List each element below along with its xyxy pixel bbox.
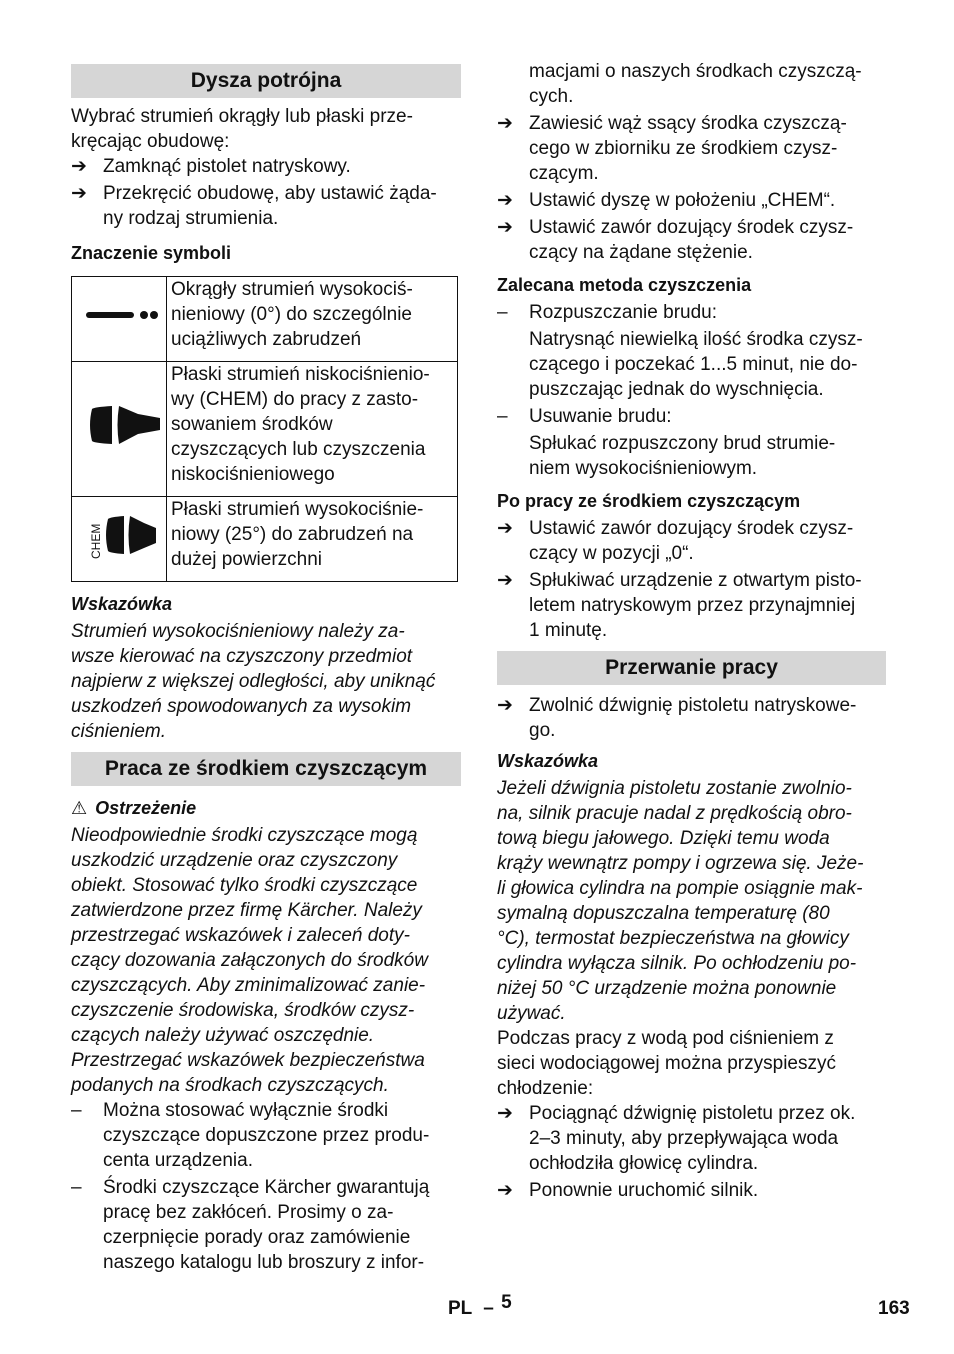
arrow-icon: ➔ <box>497 113 513 134</box>
text-line: czący na żądane stężenie. <box>529 242 753 263</box>
text-line: wsze kierować na czyszczony przedmiot <box>71 646 413 667</box>
text-line: ciśnieniem. <box>71 721 167 742</box>
text-line: uszkodzić urządzenie oraz czyszczony <box>71 850 398 871</box>
section-heading-detergent: Praca ze środkiem czyszczącym <box>71 752 461 786</box>
text-line: Zawiesić wąż ssący środka czyszczą- <box>529 113 847 134</box>
instruction-step <box>497 693 886 743</box>
section-heading-break: Przerwanie pracy <box>497 651 886 685</box>
text-line: czącym. <box>529 163 599 184</box>
text-line: cych. <box>529 86 574 107</box>
paragraph <box>497 1026 886 1101</box>
text-line: niowy (25°) do zabrudzeń na <box>171 524 414 545</box>
text-line: niżej 50 °C urządzenie można ponownie <box>497 978 837 999</box>
instruction-step <box>497 516 886 566</box>
text-line: obiekt. Stosować tylko środki czyszczące <box>71 875 418 896</box>
text-line: czyszczących. Aby zminimalizować zanie- <box>71 975 426 996</box>
text-line: cylindra wyłącza silnik. Po ochłodzeniu po- <box>497 953 857 974</box>
section-page-number: 5 <box>501 1292 512 1313</box>
flat-jet-chem-icon <box>72 497 167 582</box>
round-jet-icon <box>72 277 167 362</box>
text-line: symalną dopuszczalna temperaturę (80 <box>497 903 830 924</box>
text-line: czerpnięcie porady oraz zamówienie <box>103 1227 411 1248</box>
text-line: uszkodzeń spowodowanych za wysokim <box>71 696 412 717</box>
text-line: czący w pozycji „0“. <box>529 543 694 564</box>
text-line: kręcając obudowę: <box>71 131 230 152</box>
instruction-step <box>497 215 886 265</box>
text-line: sieci wodociągowej można przyspieszyć <box>497 1053 836 1074</box>
dash-marker: – <box>497 406 508 427</box>
text-line: Spłukać rozpuszczony brud strumie- <box>529 433 836 454</box>
symbol-description <box>167 362 458 497</box>
text-line: Nieodpowiednie środki czyszczące mogą <box>71 825 418 846</box>
text-line: Natrysnąć niewielką ilość środka czysz- <box>529 329 863 350</box>
table-row <box>72 362 458 497</box>
text-line: centa urządzenia. <box>103 1150 253 1171</box>
text-line: dużej powierzchni <box>171 549 323 570</box>
text-line: Płaski strumień niskociśnienio- <box>171 364 430 385</box>
language-code: PL <box>448 1298 472 1319</box>
text-line: czących należy używać oszczędnie. <box>71 1025 375 1046</box>
symbol-table <box>71 276 458 582</box>
arrow-icon: ➔ <box>497 1103 513 1124</box>
text-line: Przestrzegać wskazówek bezpieczeństwa <box>71 1050 425 1071</box>
text-line: Wybrać strumień okrągły lub płaski prze- <box>71 106 413 127</box>
text-line: krąży wewnątrz pompy i ogrzewa się. Jeże- <box>497 853 864 874</box>
text-line: niem wysokociśnieniowym. <box>529 458 758 479</box>
text-line: podanych na środkach czyszczących. <box>71 1075 389 1096</box>
text-line: Środki czyszczące Kärcher gwarantują <box>103 1177 430 1198</box>
text-line: Spłukiwać urządzenie z otwartym pisto- <box>529 570 862 591</box>
method-label: Rozpuszczanie brudu: <box>529 302 717 323</box>
footer-dash: – <box>483 1298 494 1319</box>
arrow-icon: ➔ <box>71 183 87 204</box>
method-label: Usuwanie brudu: <box>529 406 672 427</box>
dash-marker: – <box>71 1100 82 1121</box>
text-line: °C), termostat bezpieczeństwa na głowicy <box>497 928 849 949</box>
text-line: Okrągły strumień wysokociś- <box>171 279 413 300</box>
text-line: przestrzegać wskazówek i zaleceń doty- <box>71 925 410 946</box>
warning-text <box>71 823 461 1098</box>
text-line: tową biegu jałowego. Dzięki temu woda <box>497 828 830 849</box>
note-title: Wskazówka <box>71 594 173 614</box>
text-line: cego w zbiorniku ze środkiem czysz- <box>529 138 838 159</box>
text-line: Ustawić zawór dozujący środek czysz- <box>529 518 854 539</box>
page-number: 163 <box>878 1298 910 1319</box>
arrow-icon: ➔ <box>497 1180 513 1201</box>
text-line: sowaniem środków <box>171 414 333 435</box>
table-row <box>72 497 458 582</box>
text-line: Płaski strumień wysokociśnie- <box>171 499 424 520</box>
dash-list-item <box>71 1175 461 1275</box>
dash-list-item <box>71 1098 461 1173</box>
arrow-icon: ➔ <box>497 190 513 211</box>
instruction-step <box>497 111 886 186</box>
symbol-description <box>167 497 458 582</box>
text-line: 1 minutę. <box>529 620 608 641</box>
symbol-description <box>167 277 458 362</box>
arrow-icon: ➔ <box>497 570 513 591</box>
flat-jet-low-icon <box>72 362 167 497</box>
text-line: nieniowy (0°) do szczególnie <box>171 304 412 325</box>
text-line: czyszczenie środowiska, środków czysz- <box>71 1000 415 1021</box>
text-line: wy (CHEM) do pracy z zasto- <box>171 389 419 410</box>
section-heading-triple-nozzle: Dysza potrójna <box>71 64 461 98</box>
text-line: Pociągnąć dźwignię pistoletu przez ok. <box>529 1103 856 1124</box>
text-line: Można stosować wyłącznie środki <box>103 1100 389 1121</box>
text-line: ny rodzaj strumienia. <box>103 208 279 229</box>
right-column <box>497 59 886 1203</box>
text-line: na, silnik pracuje nadal z prędkością obro- <box>497 803 852 824</box>
chem-label: CHEM <box>89 523 103 559</box>
note-text <box>71 619 461 744</box>
footer-language <box>448 1292 512 1321</box>
warning-title-row <box>71 796 461 821</box>
text-line: Ustawić zawór dozujący środek czysz- <box>529 217 854 238</box>
instruction-step <box>497 1101 886 1176</box>
text-line: li głowica cylindra na pompie osiągnie mak- <box>497 878 863 899</box>
text-line: czyszczących lub czyszczenia <box>171 439 426 460</box>
left-column <box>71 64 461 1275</box>
method-text <box>497 327 886 402</box>
text-line: letem natryskowym przez przynajmniej <box>529 595 856 616</box>
arrow-icon: ➔ <box>497 518 513 539</box>
text-line: go. <box>529 720 556 741</box>
table-row <box>72 277 458 362</box>
arrow-icon: ➔ <box>497 217 513 238</box>
text-line: używać. <box>497 1003 566 1024</box>
text-line: naszego katalogu lub broszury z infor- <box>103 1252 425 1273</box>
instruction-step <box>71 154 461 179</box>
text-line: uciążliwych zabrudzeń <box>171 329 362 350</box>
text-line: Zwolnić dźwignię pistoletu natryskowe- <box>529 695 857 716</box>
dash-marker: – <box>71 1177 82 1198</box>
dash-list-item <box>497 300 886 325</box>
instruction-step <box>497 568 886 643</box>
text-line: czący dozowania załączonych do środków <box>71 950 428 971</box>
continued-text <box>497 59 886 109</box>
text-line: Ponownie uruchomić silnik. <box>529 1180 759 1201</box>
text-line: Podczas pracy z wodą pod ciśnieniem z <box>497 1028 834 1049</box>
text-line: ochłodziła głowicę cylindra. <box>529 1153 759 1174</box>
text-line: puszczając jednak do wyschnięcia. <box>529 379 824 400</box>
instruction-step <box>71 181 461 231</box>
warning-title: Ostrzeżenie <box>95 798 197 818</box>
text-line: pracę bez zakłóceń. Prosimy o za- <box>103 1202 394 1223</box>
text-line: 2–3 minuty, aby przepływająca woda <box>529 1128 839 1149</box>
text-line: najpierw z większej odległości, aby uniknąć <box>71 671 436 692</box>
text-line: czyszczące dopuszczone przez produ- <box>103 1125 430 1146</box>
dash-marker: – <box>497 302 508 323</box>
dash-list-item <box>497 404 886 429</box>
instruction-step <box>497 1178 886 1203</box>
text-line: Zamknąć pistolet natryskowy. <box>103 156 351 177</box>
text-line: chłodzenie: <box>497 1078 594 1099</box>
subheading-method: Zalecana metoda czyszczenia <box>497 275 752 295</box>
text-line: Przekręcić obudowę, aby ustawić żąda- <box>103 183 437 204</box>
text-line: macjami o naszych środkach czyszczą- <box>529 61 862 82</box>
text-line: Jeżeli dźwignia pistoletu zostanie zwolnio- <box>497 778 852 799</box>
arrow-icon: ➔ <box>71 156 87 177</box>
instruction-step <box>497 188 886 213</box>
text-line: Ustawić dyszę w położeniu „CHEM“. <box>529 190 836 211</box>
text-line: Strumień wysokociśnieniowy należy za- <box>71 621 405 642</box>
arrow-icon: ➔ <box>497 695 513 716</box>
subheading-after-work: Po pracy ze środkiem czyszczącym <box>497 491 801 511</box>
note-title: Wskazówka <box>497 751 599 771</box>
subheading-symbols: Znaczenie symboli <box>71 243 232 263</box>
text-line: czącego i poczekać 1...5 minut, nie do- <box>529 354 858 375</box>
text-line: zatwierdzone przez firmę Kärcher. Należy <box>71 900 422 921</box>
note-text <box>497 776 886 1026</box>
warning-icon: ⚠ <box>71 798 88 818</box>
method-text <box>497 431 886 481</box>
text-line: niskociśnieniowego <box>171 464 335 485</box>
intro-paragraph <box>71 104 461 154</box>
